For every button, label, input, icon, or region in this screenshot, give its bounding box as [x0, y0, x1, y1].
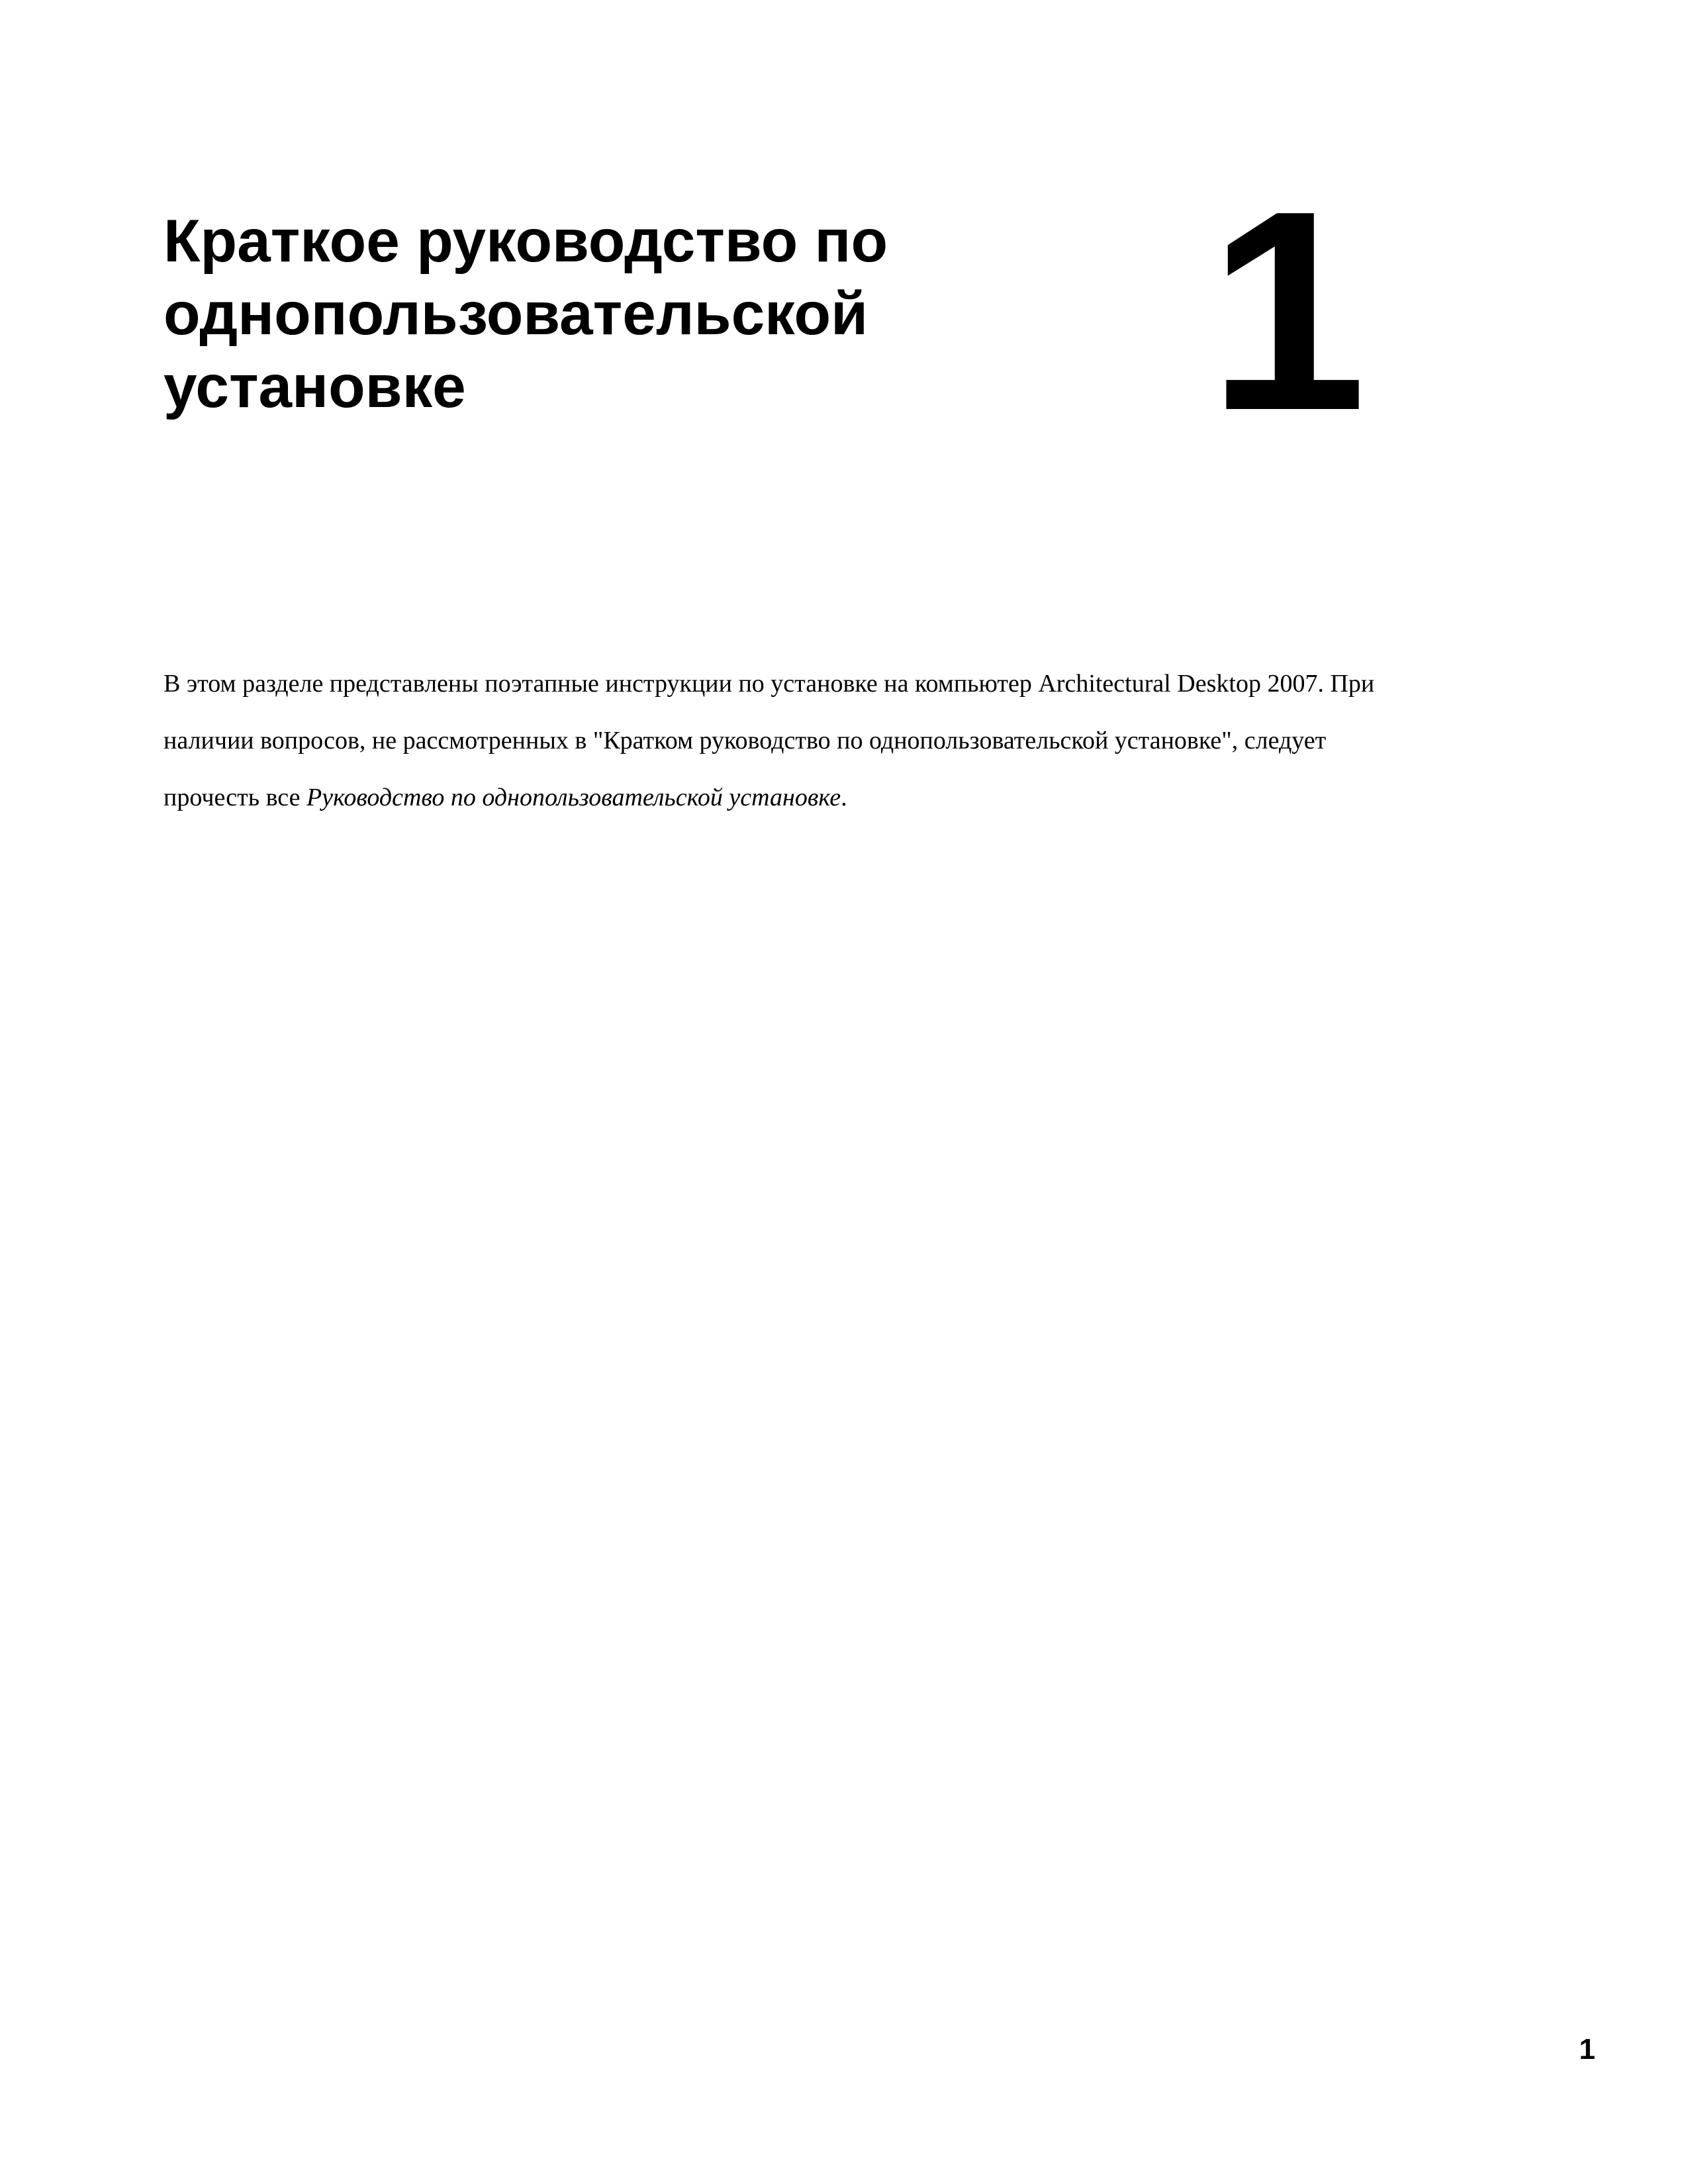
intro-line-1: В этом разделе представлены поэтапные инструкции по установке на компьютер Architectural Desktop 2007. При — [164, 670, 1375, 698]
intro-line-2: наличии вопросов, не рассмотренных в "Кратком руководство по однопользовательской установке", следует — [164, 727, 1327, 754]
intro-line-3 — [164, 769, 1421, 826]
chapter-title — [164, 205, 1057, 424]
guide-title-reference: Руководство по однопользовательской установке — [306, 784, 841, 811]
chapter-title-line-1: Краткое руководство по — [164, 208, 888, 275]
intro-line-3-prefix: прочесть все — [164, 784, 306, 811]
page-number: 1 — [1579, 2033, 1595, 2066]
chapter-title-line-2: однопользовательской — [164, 281, 868, 347]
chapter-title-line-3: установке — [164, 353, 466, 420]
chapter-number: 1 — [1208, 152, 1367, 470]
intro-paragraph — [164, 655, 1421, 826]
intro-line-3-suffix: . — [841, 784, 847, 811]
